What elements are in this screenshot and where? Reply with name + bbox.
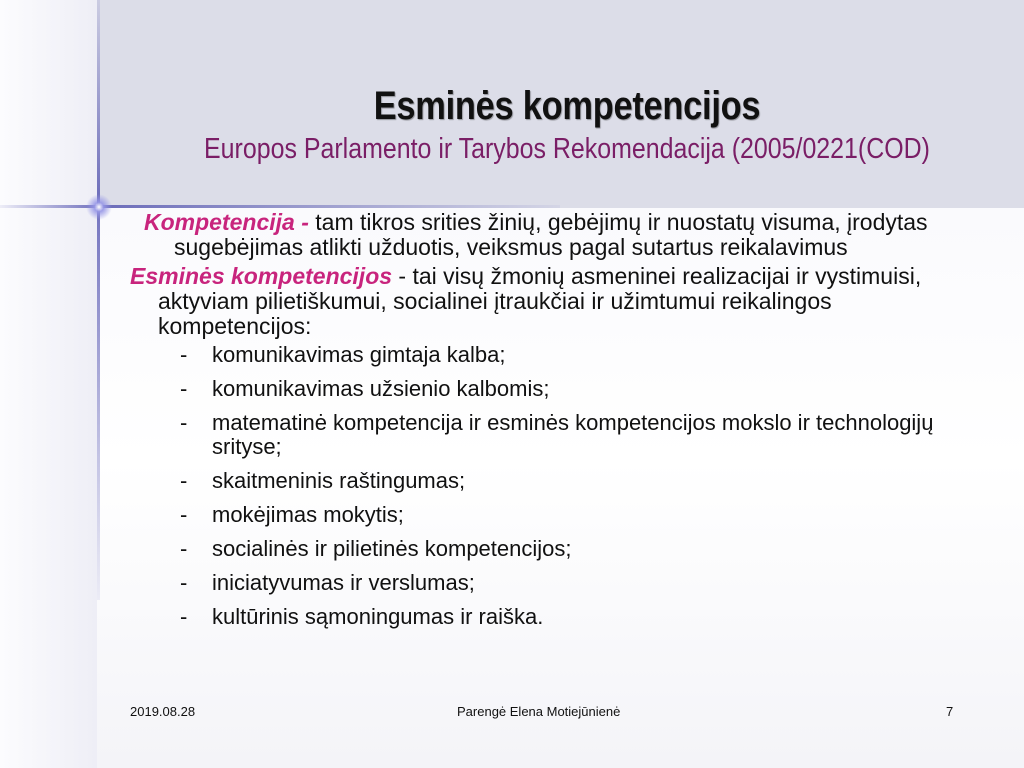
list-item-text: komunikavimas užsienio kalbomis;: [212, 376, 550, 401]
slide-title-block: [110, 84, 1024, 166]
definition-competence: [130, 210, 960, 260]
dash-marker: -: [180, 342, 188, 367]
sparkle-star-icon: [86, 194, 112, 220]
definition-term: Esminės kompetencijos: [130, 263, 393, 289]
list-item-text: matematinė kompetencija ir esminės kompetencijos mokslo ir technologijų srityse;: [212, 410, 934, 459]
dash-marker: -: [180, 502, 188, 527]
list-item-text: kultūrinis sąmoningumas ir raiška.: [212, 604, 544, 629]
sparkle-horizontal-line: [0, 205, 560, 208]
list-item: [130, 571, 960, 595]
competency-list: [130, 343, 960, 629]
dash-marker: -: [180, 410, 188, 435]
list-item: [130, 469, 960, 493]
list-item: [130, 503, 960, 527]
footer-author: Parengė Elena Motiejūnienė: [457, 704, 621, 719]
list-item: [130, 605, 960, 629]
list-item-text: komunikavimas gimtaja kalba;: [212, 342, 506, 367]
list-item-text: iniciatyvumas ir verslumas;: [212, 570, 475, 595]
list-item: [130, 411, 960, 459]
definition-text: tam tikros srities žinių, gebėjimų ir nuostatų visuma, įrodytas sugebėjimas atlikti užduotis, veiksmus pagal sutartus reikalavimus: [174, 209, 928, 260]
definition-term: Kompetencija -: [144, 209, 309, 235]
dash-marker: -: [180, 376, 188, 401]
list-item-text: socialinės ir pilietinės kompetencijos;: [212, 536, 572, 561]
list-item-text: skaitmeninis raštingumas;: [212, 468, 466, 493]
definition-key-competences: [130, 264, 960, 339]
slide-body: [130, 210, 960, 639]
slide-subtitle: Europos Parlamento ir Tarybos Rekomendacija (2005/0221(COD): [204, 133, 930, 165]
list-item-text: mokėjimas mokytis;: [212, 502, 404, 527]
left-background-band: [0, 0, 97, 768]
footer-page-number: 7: [946, 704, 954, 719]
list-item: [130, 343, 960, 367]
sparkle-vertical-line: [97, 0, 100, 600]
list-item: [130, 537, 960, 561]
slide-title: Esminės kompetencijos: [373, 84, 761, 128]
list-item: [130, 377, 960, 401]
dash-marker: -: [180, 536, 188, 561]
dash-marker: -: [180, 604, 188, 629]
definition-text: - tai visų žmonių asmeninei realizacijai ir vystimuisi, aktyviam pilietiškumui, socialinei įtraukčiai ir užimtumui reikalingos kompetencijos:: [158, 263, 922, 339]
dash-marker: -: [180, 468, 188, 493]
dash-marker: -: [180, 570, 188, 595]
footer-date: 2019.08.28: [130, 704, 196, 719]
